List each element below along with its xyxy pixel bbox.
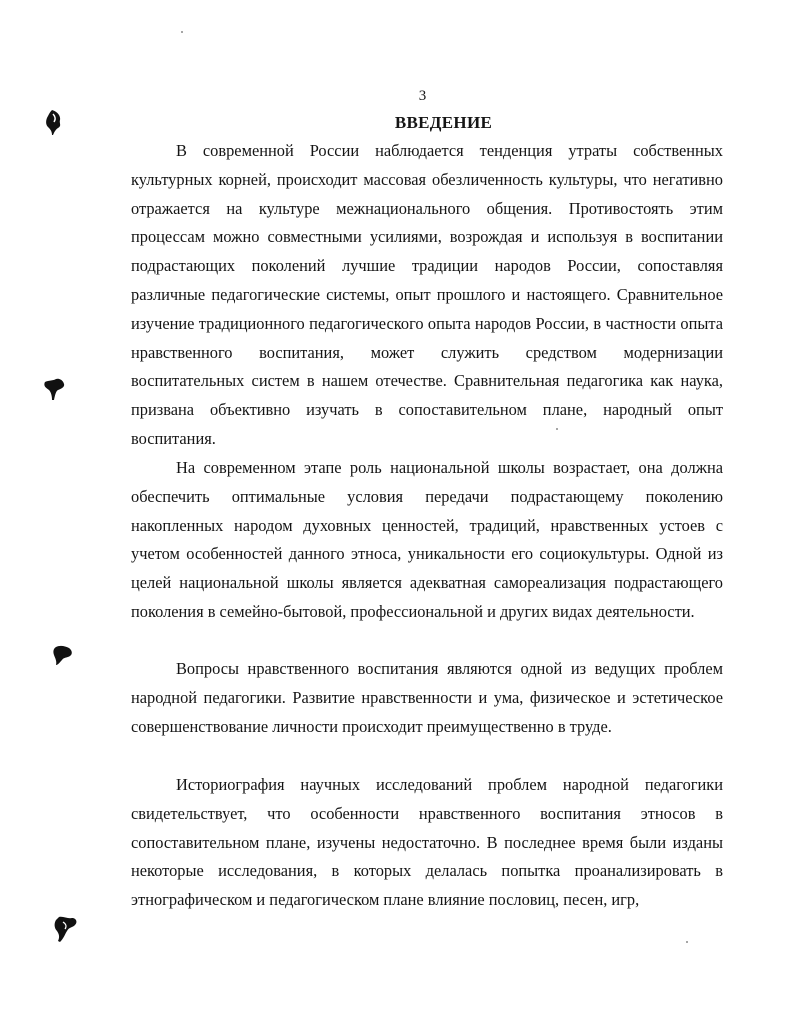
binding-hole-mark-icon: [42, 376, 66, 402]
paragraph-3: [131, 655, 723, 741]
binding-hole-mark-icon: [52, 643, 74, 667]
binding-hole-mark-icon: [44, 108, 66, 136]
scan-speck: [686, 941, 688, 943]
binding-hole-mark-icon: [53, 914, 79, 944]
scan-speck: [556, 428, 558, 430]
page-number: 3: [418, 88, 427, 104]
paragraph-4: [131, 771, 723, 915]
section-title: ВВЕДЕНИЕ: [394, 113, 493, 132]
paragraph-text: На современном этапе роль национальной школы возрастает, она должна обеспечить оптимальные условия передачи подрастающему поколению накопленных народом духовных ценностей, традиций, нравственных устоев с учетом особенностей данного этноса, уникальности его социокультуры. Одной из целей национальной школы является адекватная самореализация подрастающего поколения в семейно-бытовой, профессиональной и других видах деятельности.: [131, 458, 723, 621]
paragraph-2: [131, 454, 723, 627]
paragraph-text: Историография научных исследований проблем народной педагогики свидетельствует, что особенности нравственного воспитания этносов в сопоставительном плане, изучены недостаточно. В последнее время были изданы некоторые исследования, в которых делалась попытка проанализировать в этнографическом и педагогическом плане влияние пословиц, песен, игр,: [131, 775, 723, 910]
paragraph-text: Вопросы нравственного воспитания являются одной из ведущих проблем народной педагогики. Развитие нравственности и ума, физическое и эстетическое совершенствование личности происходит преимущественно в труде.: [131, 659, 723, 736]
paragraph-1: [131, 137, 723, 454]
scan-speck: [181, 31, 183, 33]
paragraph-text: В современной России наблюдается тенденция утраты собственных культурных корней, происходит массовая обезличенность культуры, что негативно отражается на культуре межнационального общения. Противостоять этим процессам можно совместными усилиями, возрождая и используя в воспитании подрастающих поколений лучшие традиции народов России, сопоставляя различные педагогические системы, опыт прошлого и настоящего. Сравнительное изучение традиционного педагогического опыта народов России, в частности опыта нравственного воспитания, может служить средством модернизации воспитательных систем в нашем отечестве. Сравнительная педагогика как наука, призвана объективно изучать в сопоставительном плане, народный опыт воспитания.: [131, 141, 723, 448]
